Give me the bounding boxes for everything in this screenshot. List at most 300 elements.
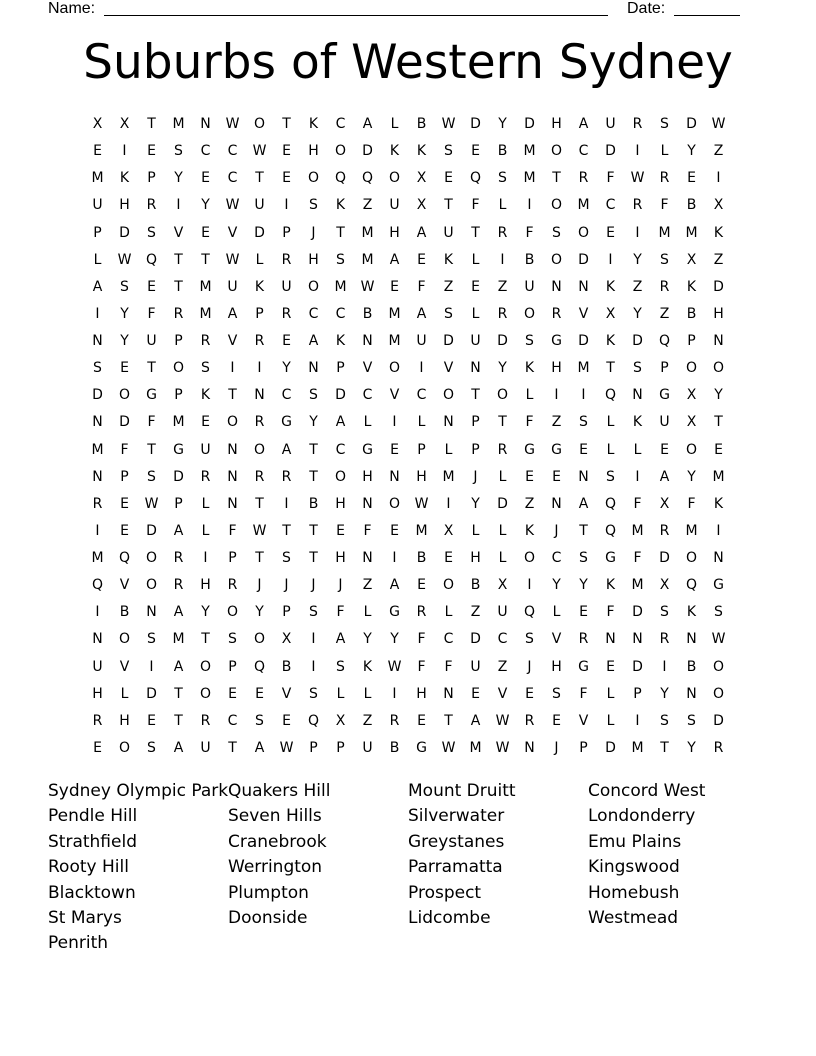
grid-letter: H: [551, 116, 562, 132]
grid-letter: R: [659, 631, 670, 648]
word-list-item: Emu Plains: [588, 831, 682, 852]
grid-letter: T: [201, 251, 210, 268]
grid-letter: N: [227, 441, 238, 458]
word-list-item: Quakers Hill: [228, 781, 331, 801]
grid-letter: S: [147, 224, 156, 241]
grid-letter: S: [309, 604, 318, 621]
grid-letter: U: [92, 658, 103, 675]
grid-letter: K: [119, 170, 130, 187]
grid-letter: R: [578, 170, 589, 187]
grid-letter: Y: [309, 414, 318, 431]
grid-letter: I: [716, 170, 721, 187]
grid-letter: Y: [120, 333, 129, 350]
grid-letter: T: [309, 468, 318, 485]
grid-letter: K: [389, 143, 400, 160]
grid-letter: S: [498, 170, 507, 187]
grid-letter: T: [147, 116, 156, 132]
grid-letter: E: [714, 441, 723, 458]
grid-letter: K: [686, 604, 697, 621]
grid-row: [84, 138, 732, 165]
grid-letter: L: [633, 441, 642, 458]
grid-letter: A: [416, 224, 427, 241]
grid-letter: V: [173, 224, 184, 241]
grid-letter: M: [685, 224, 698, 241]
grid-letter: I: [392, 685, 397, 702]
grid-letter: M: [388, 305, 401, 322]
grid-letter: M: [685, 522, 698, 539]
grid-letter: I: [716, 522, 721, 539]
grid-letter: X: [119, 116, 130, 132]
grid-letter: S: [660, 712, 669, 729]
word-column: [228, 779, 408, 931]
grid-letter: A: [308, 333, 319, 350]
grid-letter: H: [551, 658, 562, 675]
grid-letter: D: [470, 116, 481, 132]
grid-letter: D: [524, 116, 535, 132]
grid-letter: N: [92, 631, 103, 648]
grid-letter: T: [579, 522, 588, 539]
grid-letter: O: [685, 441, 698, 458]
grid-letter: K: [524, 522, 535, 539]
grid-letter: A: [578, 495, 589, 512]
grid-letter: X: [713, 197, 724, 214]
grid-letter: M: [523, 143, 536, 160]
grid-letter: C: [308, 305, 319, 322]
grid-letter: L: [606, 712, 615, 729]
grid-letter: Q: [334, 170, 347, 187]
grid-letter: D: [686, 116, 697, 132]
grid-letter: O: [388, 170, 401, 187]
grid-letter: M: [388, 333, 401, 350]
grid-letter: B: [389, 739, 400, 756]
grid-letter: K: [605, 333, 616, 350]
grid-letter: K: [713, 495, 724, 512]
grid-letter: E: [282, 333, 291, 350]
grid-letter: S: [552, 224, 561, 241]
grid-letter: S: [228, 631, 237, 648]
word-column: [588, 779, 768, 931]
grid-letter: O: [172, 360, 185, 377]
grid-row: [84, 247, 732, 274]
grid-letter: N: [713, 550, 724, 567]
grid-letter: Y: [255, 604, 264, 621]
grid-letter: D: [173, 468, 184, 485]
grid-letter: L: [201, 522, 210, 539]
grid-letter: W: [117, 251, 132, 268]
grid-letter: N: [686, 631, 697, 648]
grid-letter: V: [497, 685, 508, 702]
grid-letter: H: [92, 685, 103, 702]
grid-letter: B: [470, 577, 481, 594]
grid-letter: T: [201, 631, 210, 648]
grid-letter: N: [524, 739, 535, 756]
grid-letter: Y: [201, 197, 210, 214]
grid-letter: K: [524, 360, 535, 377]
grid-letter: M: [172, 414, 185, 431]
grid-letter: E: [93, 739, 102, 756]
grid-letter: I: [392, 414, 397, 431]
grid-letter: V: [443, 360, 454, 377]
grid-letter: S: [147, 631, 156, 648]
grid-letter: E: [687, 170, 696, 187]
grid-letter: N: [308, 360, 319, 377]
grid-letter: T: [714, 414, 723, 431]
grid-letter: F: [525, 414, 534, 431]
grid-letter: J: [527, 658, 532, 675]
grid-letter: M: [91, 170, 104, 187]
grid-letter: C: [416, 387, 427, 404]
grid-letter: P: [255, 305, 264, 322]
grid-letter: F: [444, 658, 453, 675]
grid-letter: V: [227, 224, 238, 241]
grid-letter: U: [200, 739, 211, 756]
grid-letter: O: [550, 251, 563, 268]
grid-letter: X: [686, 251, 697, 268]
grid-letter: R: [713, 739, 724, 756]
grid-letter: P: [174, 333, 183, 350]
word-list-item: Homebush: [588, 882, 680, 903]
grid-letter: I: [662, 658, 667, 675]
grid-letter: Y: [579, 577, 588, 594]
grid-letter: I: [392, 550, 397, 567]
grid-letter: H: [308, 143, 319, 160]
grid-letter: V: [227, 333, 238, 350]
grid-letter: F: [417, 631, 426, 648]
grid-letter: O: [145, 550, 158, 567]
grid-letter: D: [119, 414, 130, 431]
grid-row: [84, 437, 732, 464]
grid-letter: Y: [282, 360, 291, 377]
grid-letter: E: [660, 441, 669, 458]
grid-row: [84, 192, 732, 219]
grid-row: [84, 301, 732, 328]
grid-letter: Q: [604, 522, 617, 539]
grid-letter: M: [577, 360, 590, 377]
grid-letter: D: [119, 224, 130, 241]
grid-letter: R: [173, 550, 184, 567]
grid-letter: C: [551, 550, 562, 567]
grid-letter: W: [225, 197, 240, 214]
grid-letter: H: [362, 468, 373, 485]
grid-letter: T: [255, 170, 264, 187]
grid-letter: Z: [470, 604, 481, 621]
grid-letter: T: [147, 441, 156, 458]
grid-letter: B: [524, 251, 535, 268]
grid-letter: G: [173, 441, 184, 458]
grid-letter: X: [416, 197, 427, 214]
grid-row: [84, 220, 732, 247]
grid-letter: D: [632, 658, 643, 675]
grid-letter: W: [252, 143, 267, 160]
grid-letter: M: [334, 278, 347, 295]
grid-letter: O: [253, 631, 266, 648]
word-list-item: Seven Hills: [228, 806, 322, 827]
grid-row: [84, 274, 732, 301]
word-list-item: Kingswood: [588, 857, 680, 878]
grid-letter: S: [201, 360, 210, 377]
word-list-item: Londonderry: [588, 806, 696, 827]
grid-letter: M: [361, 224, 374, 241]
grid-letter: O: [253, 116, 266, 132]
grid-letter: R: [632, 197, 643, 214]
grid-letter: H: [335, 495, 346, 512]
grid-letter: W: [414, 495, 429, 512]
grid-letter: I: [500, 251, 505, 268]
grid-letter: T: [660, 739, 669, 756]
grid-row: [84, 626, 732, 653]
grid-letter: U: [605, 116, 616, 132]
grid-letter: T: [174, 712, 183, 729]
grid-letter: R: [173, 577, 184, 594]
grid-letter: I: [608, 251, 613, 268]
grid-letter: L: [552, 604, 561, 621]
grid-letter: K: [416, 143, 427, 160]
grid-letter: S: [579, 414, 588, 431]
grid-letter: K: [308, 116, 319, 132]
grid-letter: R: [551, 305, 562, 322]
grid-letter: V: [119, 658, 130, 675]
grid-row: [84, 708, 732, 735]
grid-letter: N: [362, 495, 373, 512]
grid-letter: L: [525, 387, 534, 404]
grid-letter: U: [254, 197, 265, 214]
grid-letter: N: [443, 414, 454, 431]
word-list-item: Strathfield: [48, 831, 137, 852]
grid-row: [84, 328, 732, 355]
grid-letter: C: [578, 143, 589, 160]
grid-letter: K: [362, 658, 373, 675]
grid-letter: M: [442, 468, 455, 485]
grid-letter: Q: [685, 577, 698, 594]
grid-letter: E: [417, 712, 426, 729]
grid-letter: O: [307, 170, 320, 187]
grid-letter: W: [144, 495, 159, 512]
grid-letter: V: [362, 360, 373, 377]
grid-letter: R: [200, 712, 211, 729]
grid-letter: O: [253, 441, 266, 458]
grid-letter: X: [335, 712, 346, 729]
grid-letter: D: [578, 251, 589, 268]
grid-letter: T: [174, 278, 183, 295]
grid-letter: Q: [523, 604, 536, 621]
grid-letter: I: [122, 143, 127, 160]
grid-letter: F: [417, 278, 426, 295]
grid-letter: A: [389, 577, 400, 594]
grid-letter: L: [606, 414, 615, 431]
grid-letter: S: [660, 116, 669, 132]
grid-letter: R: [578, 631, 589, 648]
grid-letter: I: [554, 387, 559, 404]
word-list-item: Cranebrook: [228, 831, 327, 852]
grid-letter: F: [579, 685, 588, 702]
grid-letter: J: [284, 577, 289, 594]
grid-letter: R: [92, 495, 103, 512]
grid-letter: B: [281, 658, 292, 675]
grid-row: [84, 382, 732, 409]
grid-letter: E: [579, 441, 588, 458]
grid-letter: S: [174, 143, 183, 160]
grid-letter: J: [311, 577, 316, 594]
grid-letter: K: [713, 224, 724, 241]
grid-letter: B: [686, 305, 697, 322]
grid-letter: N: [713, 333, 724, 350]
grid-letter: C: [362, 387, 373, 404]
grid-row: [84, 681, 732, 708]
grid-letter: T: [174, 251, 183, 268]
grid-letter: Q: [604, 495, 617, 512]
grid-letter: U: [146, 333, 157, 350]
grid-letter: C: [605, 197, 616, 214]
grid-letter: H: [416, 685, 427, 702]
grid-letter: E: [201, 170, 210, 187]
grid-letter: I: [95, 305, 100, 322]
grid-letter: O: [226, 604, 239, 621]
grid-letter: K: [686, 278, 697, 295]
grid-letter: C: [335, 305, 346, 322]
grid-letter: P: [417, 441, 426, 458]
grid-letter: E: [147, 143, 156, 160]
grid-letter: F: [147, 414, 156, 431]
grid-letter: E: [552, 468, 561, 485]
grid-letter: B: [416, 116, 427, 132]
grid-letter: U: [470, 333, 481, 350]
grid-letter: M: [631, 522, 644, 539]
grid-letter: O: [388, 495, 401, 512]
grid-letter: Z: [362, 712, 373, 729]
grid-letter: F: [120, 441, 129, 458]
grid-letter: L: [255, 251, 264, 268]
grid-letter: F: [471, 197, 480, 214]
grid-letter: A: [173, 739, 184, 756]
grid-letter: E: [390, 441, 399, 458]
grid-letter: V: [551, 631, 562, 648]
grid-letter: I: [635, 712, 640, 729]
grid-letter: M: [91, 550, 104, 567]
grid-letter: R: [200, 468, 211, 485]
date-blank-line: [674, 15, 740, 16]
grid-letter: E: [147, 278, 156, 295]
grid-letter: N: [605, 631, 616, 648]
grid-row: [84, 599, 732, 626]
grid-letter: F: [633, 495, 642, 512]
grid-letter: O: [685, 360, 698, 377]
grid-letter: M: [199, 305, 212, 322]
grid-letter: S: [525, 333, 534, 350]
grid-letter: X: [686, 387, 697, 404]
grid-letter: O: [442, 577, 455, 594]
grid-letter: E: [120, 522, 129, 539]
grid-letter: A: [92, 278, 103, 295]
grid-row: [84, 735, 732, 762]
word-list-item: Sydney Olympic Park: [48, 781, 229, 801]
grid-letter: E: [417, 577, 426, 594]
grid-letter: A: [254, 739, 265, 756]
grid-letter: R: [524, 712, 535, 729]
word-list-item: Penrith: [48, 933, 109, 954]
name-blank-line: [104, 15, 608, 16]
grid-letter: D: [470, 631, 481, 648]
grid-letter: Y: [390, 631, 399, 648]
grid-letter: C: [335, 116, 346, 132]
grid-letter: D: [632, 333, 643, 350]
grid-letter: A: [659, 468, 670, 485]
grid-letter: I: [446, 495, 451, 512]
grid-letter: W: [252, 522, 267, 539]
grid-letter: S: [93, 360, 102, 377]
grid-letter: P: [687, 333, 696, 350]
grid-letter: P: [228, 550, 237, 567]
grid-letter: T: [228, 739, 237, 756]
grid-letter: F: [606, 604, 615, 621]
grid-letter: L: [444, 441, 453, 458]
grid-letter: P: [336, 739, 345, 756]
grid-letter: A: [173, 604, 184, 621]
word-list-item: Plumpton: [228, 882, 309, 903]
grid-letter: P: [228, 658, 237, 675]
grid-letter: S: [120, 278, 129, 295]
grid-letter: H: [335, 550, 346, 567]
grid-letter: F: [417, 658, 426, 675]
grid-letter: Y: [498, 116, 507, 132]
grid-letter: E: [282, 143, 291, 160]
grid-letter: C: [335, 441, 346, 458]
grid-letter: G: [281, 414, 292, 431]
grid-letter: O: [685, 550, 698, 567]
grid-letter: T: [471, 224, 480, 241]
grid-letter: M: [469, 739, 482, 756]
grid-letter: N: [578, 278, 589, 295]
grid-letter: D: [659, 550, 670, 567]
grid-letter: X: [659, 495, 670, 512]
grid-letter: O: [712, 360, 725, 377]
grid-letter: O: [199, 685, 212, 702]
grid-letter: I: [203, 550, 208, 567]
grid-letter: H: [389, 224, 400, 241]
grid-letter: E: [471, 685, 480, 702]
grid-letter: S: [633, 360, 642, 377]
grid-letter: I: [419, 360, 424, 377]
grid-letter: C: [227, 143, 238, 160]
word-list-item: Greystanes: [408, 831, 505, 852]
grid-letter: E: [417, 251, 426, 268]
grid-letter: J: [554, 739, 559, 756]
grid-letter: R: [497, 224, 508, 241]
grid-letter: X: [605, 305, 616, 322]
grid-letter: M: [199, 278, 212, 295]
grid-letter: F: [687, 495, 696, 512]
grid-letter: E: [552, 712, 561, 729]
grid-letter: W: [711, 116, 726, 132]
grid-letter: X: [686, 414, 697, 431]
grid-letter: U: [227, 278, 238, 295]
grid-letter: V: [119, 577, 130, 594]
grid-letter: X: [416, 170, 427, 187]
grid-letter: Q: [469, 170, 482, 187]
grid-letter: I: [284, 495, 289, 512]
grid-letter: U: [92, 197, 103, 214]
grid-letter: H: [200, 577, 211, 594]
date-label: Date:: [627, 0, 666, 17]
grid-letter: Q: [91, 577, 104, 594]
grid-letter: S: [282, 550, 291, 567]
grid-letter: I: [95, 604, 100, 621]
grid-letter: O: [712, 658, 725, 675]
grid-letter: V: [281, 685, 292, 702]
grid-letter: S: [687, 712, 696, 729]
grid-letter: Q: [118, 550, 131, 567]
word-column: [48, 779, 228, 957]
grid-letter: D: [605, 143, 616, 160]
